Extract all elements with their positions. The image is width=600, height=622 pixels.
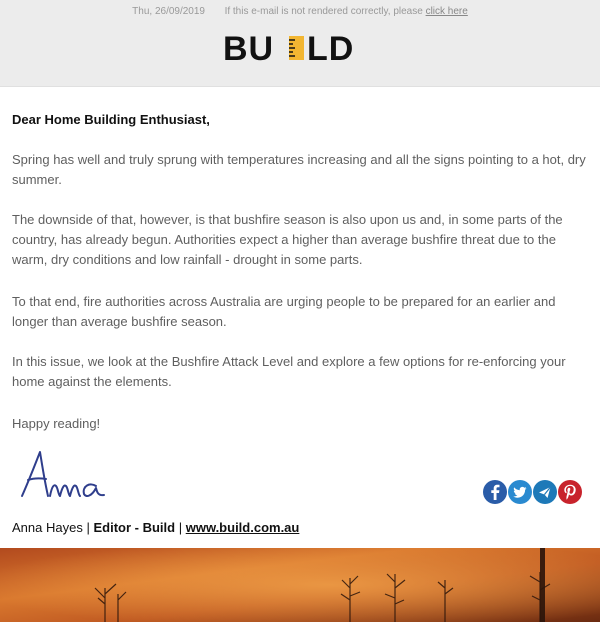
logo-text-left: BU: [223, 30, 275, 68]
facebook-icon: [483, 480, 507, 504]
click-here-link[interactable]: click here: [425, 6, 468, 17]
email-date: Thu, 26/09/2019: [132, 6, 205, 17]
author-name: Anna Hayes: [12, 520, 83, 535]
share-icon: [533, 480, 557, 504]
website-link[interactable]: www.build.com.au: [185, 520, 300, 535]
separator: |: [86, 520, 90, 535]
paragraph-1: Spring has well and truly sprung with temperatures increasing and all the signs pointing to a hot, dry summer.: [12, 152, 586, 187]
paragraph-4: In this issue, we look at the Bushfire Attack Level and explore a few options for re-enforcing your home against the elements.: [12, 354, 566, 389]
twitter-button[interactable]: [508, 480, 532, 504]
paragraph-2: The downside of that, however, is that bushfire season is also upon us and, in some parts of the country, has already begun. Authorities expect a higher than average bushfire threat due to the warm, dry conditions and low rainfall - drought in some parts.: [12, 212, 563, 267]
separator: |: [178, 520, 183, 535]
render-notice: If this e-mail is not rendered correctly, please: [224, 6, 423, 17]
greeting: Dear Home Building Enthusiast,: [12, 112, 210, 127]
bushfire-hero-image[interactable]: [0, 548, 600, 622]
author-role: Editor - Build: [93, 520, 176, 535]
build-logo[interactable]: [223, 28, 377, 68]
pinterest-icon: [558, 480, 582, 504]
social-links: [483, 480, 583, 506]
signoff: [12, 520, 299, 535]
email-header: [0, 0, 600, 87]
handwritten-signature: [18, 448, 110, 504]
paragraph-3: To that end, fire authorities across Australia are urging people to be prepared for an earlier and longer than average bushfire season.: [12, 294, 556, 329]
paragraph-5: Happy reading!: [12, 416, 101, 431]
logo-text-right: LD: [307, 30, 355, 68]
pinterest-button[interactable]: [558, 480, 582, 504]
share-button[interactable]: [533, 480, 557, 504]
facebook-button[interactable]: [483, 480, 507, 504]
twitter-icon: [508, 480, 532, 504]
preheader: [0, 6, 600, 17]
